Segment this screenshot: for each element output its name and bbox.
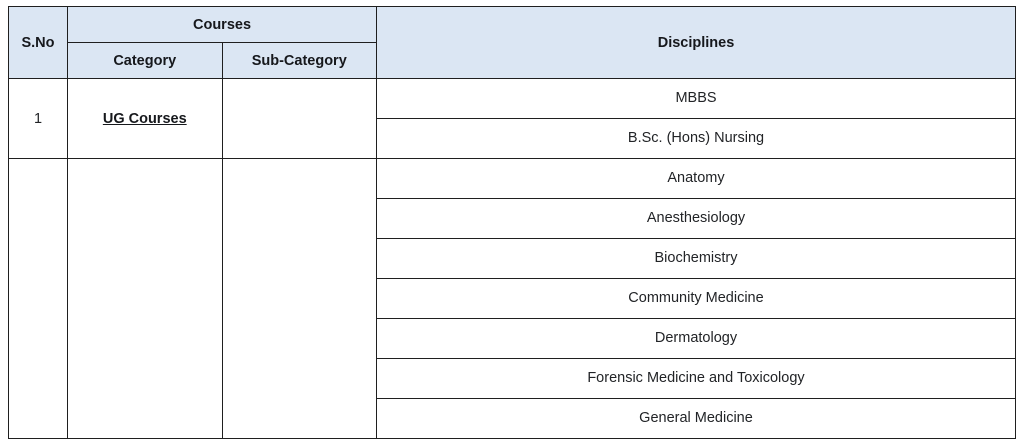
discipline-label: Community Medicine — [628, 290, 764, 306]
discipline-label: Anatomy — [667, 170, 725, 186]
cell-discipline — [377, 159, 1016, 199]
cell-sno — [9, 159, 68, 439]
column-header-disciplines: Disciplines — [377, 7, 1016, 79]
discipline-label: Biochemistry — [654, 250, 738, 266]
table-row — [9, 159, 1016, 199]
column-header-courses: Courses — [68, 7, 377, 43]
cell-discipline — [377, 199, 1016, 239]
cell-category-ug-courses[interactable]: UG Courses — [68, 79, 223, 159]
cell-discipline — [377, 79, 1016, 119]
cell-discipline — [377, 239, 1016, 279]
courses-table-container — [8, 6, 1016, 439]
cell-subcategory — [222, 159, 377, 439]
discipline-label: B.Sc. (Hons) Nursing — [627, 130, 765, 146]
cell-discipline — [377, 119, 1016, 159]
cell-discipline — [377, 359, 1016, 399]
table-body — [9, 79, 1016, 439]
discipline-label: Anesthesiology — [646, 210, 746, 226]
table-header — [9, 7, 1016, 79]
cell-category — [68, 159, 223, 439]
cell-discipline — [377, 279, 1016, 319]
column-header-category: Category — [68, 43, 223, 79]
cell-discipline — [377, 399, 1016, 439]
cell-sno: 1 — [9, 79, 68, 159]
column-header-sno: S.No — [9, 7, 68, 79]
discipline-label: MBBS — [675, 90, 717, 106]
discipline-label: Forensic Medicine and Toxicology — [587, 370, 805, 386]
courses-disciplines-table — [8, 6, 1016, 439]
discipline-label: Dermatology — [654, 330, 738, 346]
table-header-row-1 — [9, 7, 1016, 43]
cell-discipline — [377, 319, 1016, 359]
cell-subcategory — [222, 79, 377, 159]
table-row — [9, 79, 1016, 119]
column-header-subcategory: Sub-Category — [222, 43, 377, 79]
discipline-label: General Medicine — [639, 410, 753, 426]
